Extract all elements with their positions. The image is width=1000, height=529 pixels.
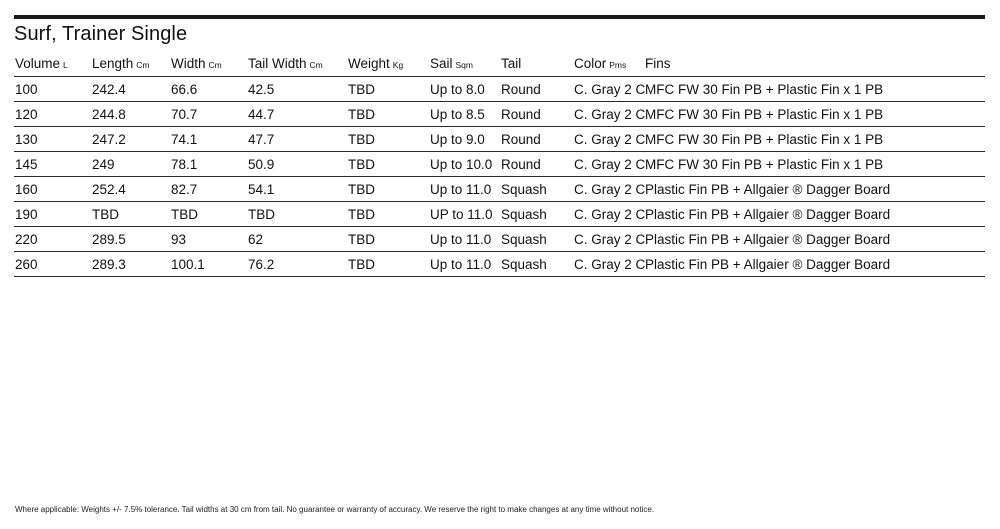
cell-width: 93 bbox=[170, 227, 247, 252]
column-header-color bbox=[573, 51, 644, 77]
cell-width: 100.1 bbox=[170, 252, 247, 277]
column-header-length bbox=[91, 51, 170, 77]
cell-tail-width: 62 bbox=[247, 227, 347, 252]
cell-volume: 120 bbox=[14, 102, 91, 127]
cell-volume: 130 bbox=[14, 127, 91, 152]
column-header-label: Width bbox=[171, 56, 206, 71]
cell-tail: Squash bbox=[500, 202, 573, 227]
cell-volume: 190 bbox=[14, 202, 91, 227]
cell-fins: MFC FW 30 Fin PB + Plastic Fin x 1 PB bbox=[644, 77, 985, 102]
cell-fins: Plastic Fin PB + Allgaier ® Dagger Board bbox=[644, 227, 985, 252]
column-header-sail bbox=[429, 51, 500, 77]
cell-tail: Round bbox=[500, 127, 573, 152]
cell-color: C. Gray 2 C bbox=[573, 152, 644, 177]
cell-length: 289.3 bbox=[91, 252, 170, 277]
table-row bbox=[14, 252, 985, 277]
column-header-label: Sail bbox=[430, 56, 453, 71]
cell-tail-width: TBD bbox=[247, 202, 347, 227]
cell-volume: 100 bbox=[14, 77, 91, 102]
cell-width: 66.6 bbox=[170, 77, 247, 102]
cell-volume: 260 bbox=[14, 252, 91, 277]
cell-length: 252.4 bbox=[91, 177, 170, 202]
column-header-width bbox=[170, 51, 247, 77]
cell-width: 74.1 bbox=[170, 127, 247, 152]
column-header-unit: L bbox=[63, 60, 68, 70]
cell-tail-width: 76.2 bbox=[247, 252, 347, 277]
specs-table bbox=[14, 51, 985, 277]
cell-fins: Plastic Fin PB + Allgaier ® Dagger Board bbox=[644, 177, 985, 202]
cell-fins: MFC FW 30 Fin PB + Plastic Fin x 1 PB bbox=[644, 152, 985, 177]
cell-sail: Up to 8.5 bbox=[429, 102, 500, 127]
cell-weight: TBD bbox=[347, 202, 429, 227]
column-header-unit: Sqm bbox=[455, 60, 473, 70]
cell-tail: Squash bbox=[500, 252, 573, 277]
cell-fins: Plastic Fin PB + Allgaier ® Dagger Board bbox=[644, 252, 985, 277]
cell-color: C. Gray 2 C bbox=[573, 227, 644, 252]
cell-tail: Round bbox=[500, 77, 573, 102]
column-header-unit: Cm bbox=[208, 60, 222, 70]
cell-tail-width: 44.7 bbox=[247, 102, 347, 127]
column-header-unit: Cm bbox=[309, 60, 323, 70]
cell-weight: TBD bbox=[347, 227, 429, 252]
cell-color: C. Gray 2 C bbox=[573, 77, 644, 102]
column-header-tail-width bbox=[247, 51, 347, 77]
cell-fins: Plastic Fin PB + Allgaier ® Dagger Board bbox=[644, 202, 985, 227]
cell-sail: Up to 11.0 bbox=[429, 177, 500, 202]
cell-length: 247.2 bbox=[91, 127, 170, 152]
cell-weight: TBD bbox=[347, 127, 429, 152]
cell-sail: Up to 9.0 bbox=[429, 127, 500, 152]
cell-weight: TBD bbox=[347, 77, 429, 102]
cell-length: 289.5 bbox=[91, 227, 170, 252]
cell-width: 82.7 bbox=[170, 177, 247, 202]
cell-tail: Round bbox=[500, 152, 573, 177]
cell-fins: MFC FW 30 Fin PB + Plastic Fin x 1 PB bbox=[644, 102, 985, 127]
header-row bbox=[14, 51, 985, 77]
cell-color: C. Gray 2 C bbox=[573, 202, 644, 227]
cell-tail: Squash bbox=[500, 227, 573, 252]
column-header-label: Tail Width bbox=[248, 56, 307, 71]
column-header-label: Color bbox=[574, 56, 607, 71]
cell-sail: UP to 11.0 bbox=[429, 202, 500, 227]
table-row bbox=[14, 152, 985, 177]
cell-weight: TBD bbox=[347, 102, 429, 127]
column-header-label: Volume bbox=[15, 56, 61, 71]
column-header-label: Length bbox=[92, 56, 134, 71]
cell-volume: 220 bbox=[14, 227, 91, 252]
table-row bbox=[14, 202, 985, 227]
table-row bbox=[14, 177, 985, 202]
cell-length: 244.8 bbox=[91, 102, 170, 127]
footnote-disclaimer: Where applicable: Weights +/- 7.5% tolerance. Tail widths at 30 cm from tail. No guarantee or warranty of accuracy. We reserve the right to make changes at any time without notice. bbox=[15, 505, 655, 514]
cell-weight: TBD bbox=[347, 152, 429, 177]
cell-tail-width: 54.1 bbox=[247, 177, 347, 202]
cell-width: 78.1 bbox=[170, 152, 247, 177]
cell-tail-width: 50.9 bbox=[247, 152, 347, 177]
cell-color: C. Gray 2 C bbox=[573, 127, 644, 152]
cell-tail-width: 42.5 bbox=[247, 77, 347, 102]
cell-length: 249 bbox=[91, 152, 170, 177]
cell-color: C. Gray 2 C bbox=[573, 177, 644, 202]
cell-volume: 160 bbox=[14, 177, 91, 202]
cell-sail: Up to 11.0 bbox=[429, 252, 500, 277]
column-header-tail bbox=[500, 51, 573, 77]
cell-length: 242.4 bbox=[91, 77, 170, 102]
cell-tail-width: 47.7 bbox=[247, 127, 347, 152]
table-row bbox=[14, 102, 985, 127]
table-row bbox=[14, 227, 985, 252]
cell-volume: 145 bbox=[14, 152, 91, 177]
column-header-volume bbox=[14, 51, 91, 77]
cell-width: 70.7 bbox=[170, 102, 247, 127]
column-header-unit: Pms bbox=[609, 60, 627, 70]
cell-sail: Up to 11.0 bbox=[429, 227, 500, 252]
table-row bbox=[14, 77, 985, 102]
cell-length: TBD bbox=[91, 202, 170, 227]
table-row bbox=[14, 127, 985, 152]
cell-weight: TBD bbox=[347, 252, 429, 277]
column-header-unit: Kg bbox=[392, 60, 404, 70]
column-header-fins bbox=[644, 51, 985, 77]
cell-tail: Squash bbox=[500, 177, 573, 202]
cell-color: C. Gray 2 C bbox=[573, 102, 644, 127]
cell-sail: Up to 8.0 bbox=[429, 77, 500, 102]
cell-tail: Round bbox=[500, 102, 573, 127]
column-header-label: Fins bbox=[645, 56, 671, 71]
cell-width: TBD bbox=[170, 202, 247, 227]
column-header-unit: Cm bbox=[136, 60, 150, 70]
top-rule bbox=[14, 15, 985, 19]
cell-sail: Up to 10.0 bbox=[429, 152, 500, 177]
cell-fins: MFC FW 30 Fin PB + Plastic Fin x 1 PB bbox=[644, 127, 985, 152]
cell-weight: TBD bbox=[347, 177, 429, 202]
column-header-label: Weight bbox=[348, 56, 390, 71]
page-title: Surf, Trainer Single bbox=[14, 23, 188, 45]
cell-color: C. Gray 2 C bbox=[573, 252, 644, 277]
column-header-weight bbox=[347, 51, 429, 77]
column-header-label: Tail bbox=[501, 56, 522, 71]
